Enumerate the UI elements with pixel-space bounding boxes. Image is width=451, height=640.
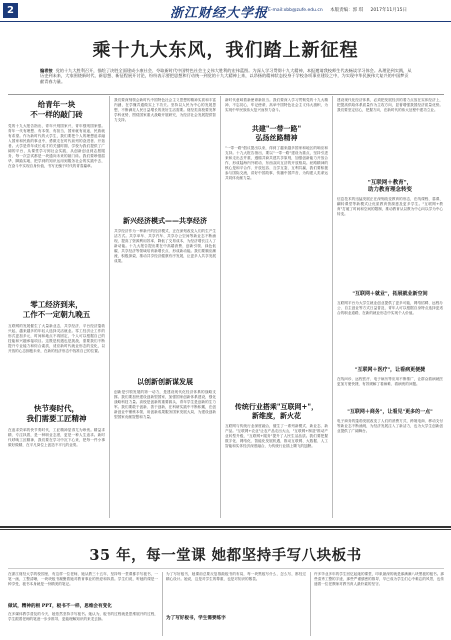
subhead-internet-employment: "互联网＋就业"，拓展就业新空间 xyxy=(352,291,428,297)
subhead-practice-calligraphy: 为了写好板书，学生需要练字 xyxy=(166,616,226,621)
article-body: 党的十九大报告指出，青年兴则国家兴，青年强则国家强。青年一代有理想、有本领、有担当，国家就有前途，民族就有希望。作为新时代的大学生，我们要把个人的理想追求融入国家和民族的事业中，勇做走在时代前列的奋进者、开拓者。大学是青年成长成才的关键时期，学校为我们提供了广阔的平台，从课堂学习到社会实践，从创新创业到志愿服务，每一次尝试都是一块通向未来的敲门砖。我们要珍惜韶华，脚踏实地，把学到的知识运用到服务社会的实践中去，在奋斗中实现自身价值，书写无愧于时代的青春篇章。 xyxy=(8,124,105,168)
subhead-innovation: 以创新创新谋发展 xyxy=(137,377,193,386)
article-body: 在多媒体教学普及的今天，她依然坚持手写板书。她认为，板书的过程就是思维展开的过程，学生跟着老师的笔迹一步步推导，更能理解知识的来龙去脉。 xyxy=(8,612,158,621)
header-editor: 本版责编：郭 琪 xyxy=(330,8,364,13)
column-divider xyxy=(310,572,311,636)
subhead-gig-economy: 零工经济到来， 工作不一定朝九晚五 xyxy=(22,300,91,319)
article-body: "一带一路"倡议提出以来，得到了越来越多国家和地区的响应和支持。十九大报告指出，要以"一带一路"建设为重点，坚持引进来和走出去并重，遵循共商共建共享原则，加强创新能力开放合作，形成陆海内外联动、东西双向互济的开放格局。丝路精神的核心是和平合作、开放包容、互学互鉴、互利共赢，我们要积极参与国际交流，讲好中国故事，传播中国声音，为构建人类命运共同体贡献力量。 xyxy=(225,146,328,180)
article-body: 在追求效率的快节奏时代，工匠精神显得尤为珍贵。精益求精、专注执着，是一种职业态度，更是一种人生追求。新时代呼唤工匠精神，我们要在学习中沉下心来，把每一件小事做好做精，在平凡岗位上创造不平凡的业绩。 xyxy=(8,428,105,447)
bottom-article-column-2 xyxy=(166,572,306,638)
divider-bottom xyxy=(8,568,444,569)
column-divider xyxy=(162,572,163,636)
article-body: 我们要深刻领会新时代中国特色社会主义思想的精神实质和丰富内涵，在学懂弄通做实上下功夫。坚持以人民为中心的发展思想，不断满足人民日益增长的美好生活需要。财经类高校要发挥学科优势，围绕国家重大战略开展研究，为经济社会发展提供智力支持。 xyxy=(114,98,216,122)
subhead-belt-and-road: 共建"一带一路" 弘扬丝路精神 xyxy=(251,124,302,142)
article-column-3 xyxy=(225,98,328,518)
editorial-note xyxy=(40,68,412,90)
article-body: 在线问诊、远程医疗、电子病历等应用不断推广，让群众看病就医更加方便快捷，有效缓解了看病难、看病贵的问题。 xyxy=(337,377,443,386)
article-column-1 xyxy=(8,98,105,518)
bottom-article-column-3 xyxy=(314,572,444,638)
newspaper-header xyxy=(0,0,451,22)
bottom-article-column-1 xyxy=(8,572,158,638)
header-email: E-mail:xbb@zufe.edu.cn xyxy=(268,8,323,13)
divider-top xyxy=(8,94,444,95)
article-body: 创新是引领发展的第一动力，是建设现代化经济体系的战略支撑。我们要加快建设创新型国家，加强国家创新体系建设，强化战略科技力量。高校是创新的重要源头，青年学生是创新的生力军。我们要敢于创新、善于创新，在科研实践中不断积累，在创新创业中锤炼本领，用创新成果服务国家发展大局，为建设创新型国家贡献智慧和力量。 xyxy=(114,390,216,419)
header-info xyxy=(268,7,407,13)
subhead-internet-plus: 传统行业搭乘"互联网+"， 新维度，新火花 xyxy=(234,402,319,420)
article-body: 互联网平台为大学生就业创业提供了更多可能，网络招聘、远程办公、自主创业等方式日益普及，青年人可以根据自身特点选择更适合的职业道路，在新的就业形态中实现个人价值。 xyxy=(337,301,443,315)
editorial-label: 编者按 xyxy=(40,68,53,73)
subhead-craftsmanship: 快节奏时代， 我们需要工匠精神 xyxy=(26,404,87,423)
column-divider xyxy=(109,96,110,518)
masthead-title: 浙江财经大学报 xyxy=(170,6,269,21)
article-body: 共享经济作为一种新兴的经济模式，正在深刻改变人们的生产生活方式。共享单车、共享汽车、共享办公空间等新业态不断涌现，提高了资源利用效率，降低了交易成本，为经济增长注入了新动能。十九大报告提出要在中高端消费、创新引领、绿色低碳、共享经济等领域培育新增长点、形成新动能。我们要顺应潮流，积极探索，推动共享经济健康有序发展，让更多人共享发展成果。 xyxy=(114,229,216,263)
page-number: 2 xyxy=(3,3,18,18)
main-headline: 乘十九大东风，我们踏上新征程 xyxy=(92,40,359,61)
section-divider-thin xyxy=(0,529,451,530)
subhead-handwriting: 做试，精神的根 PPT，板书不一样，思维会有变化 xyxy=(8,604,112,609)
article-column-4 xyxy=(337,98,443,518)
article-body: 为了写好板书，她课前总要反复推敲板书的布局，每一块黑板写什么、怎么写，都经过精心设计。她说，这是对学生的尊重，也是对知识的敬畏。 xyxy=(166,572,306,581)
section-divider xyxy=(0,526,451,528)
bottom-article-headline: 35 年，每一堂课 她都坚持手写八块板书 xyxy=(89,547,362,564)
article-body: 互联网与传统行业深度融合，催生了一系列新模式、新业态、新产品。"互联网+农业"让农产品走出大山，"互联网+制造"推动产业转型升级，"互联网+服务"提升了人民生活品质。我们要把握数字化、网络化、智能化发展机遇，推动互联网、大数据、人工智能和实体经济深度融合，为传统行业插上腾飞的翅膀。 xyxy=(225,424,328,448)
article-column-2 xyxy=(114,98,216,518)
column-divider xyxy=(332,96,333,518)
subhead-knock-brick: 给青年一块 不一样的敲门砖 xyxy=(30,100,83,119)
editorial-text: 党的十九大胜利召开，描绘了决胜全面建成小康社会、夺取新时代中国特色社会主义伟大胜利的宏伟蓝图。为深入学习贯彻十九大精神，本报邀请我校师生代表畅谈学习体会。从理论到实践，从历史到未来，大家围绕新时代、新思想、新征程展开讨论，纷纷表示要把思想和行动统一到党的十九大精神上来，以昂扬的精神状态投身于学校各项事业建设之中，为实现中华民族伟大复兴的中国梦贡献青春力量。 xyxy=(40,68,412,84)
subhead-internet-medical: "互联网＋医疗"，让看病更便捷 xyxy=(354,367,426,373)
article-body: 许多毕业多年的学生回忆起她的课堂，印象最深的就是那满满八块黑板的板书。那些清秀工整的字迹，那些严谨缜密的推导，早已成为学生们心中难忘的风景，也传递着一位老教师对教书育人最朴素的坚守。 xyxy=(314,572,444,586)
article-body: 信息技术的迅猛发展正在深刻改变教育的形态，在线课程、慕课、翻转课堂等新模式让优质教育资源惠及更多学生。"互联网+教育"打破了时间和空间的限制，推动教育从以教为中心向以学为中心转变。 xyxy=(337,197,443,216)
article-body: 在浙江财经大学的校园里，有这样一位老师，她从教三十五年，坚持每一堂课都手写板书，一笔一画，工整清晰，一块块板书凝聚着她对教育事业的热爱和执着。学生们说，听她的课是一种享受，板书本身就是一份精美的笔记。 xyxy=(8,572,158,586)
subhead-sharing-economy: 新兴经济模式——共享经济 xyxy=(123,216,207,225)
article-body: 电子商务的蓬勃发展改变了人们的消费方式，跨境电商、移动支付等新业态不断涌现，为经济发展注入了新活力，也为大学生创新创业提供了广阔舞台。 xyxy=(337,419,443,433)
header-date: 2017年11月15日 xyxy=(370,8,407,13)
article-body: 新时代意味着新使命新担当。我们要深入学习贯彻党的十九大精神，不忘初心，牢记使命，高举中国特色社会主义伟大旗帜，为实现中华民族伟大复兴而努力奋斗。 xyxy=(225,98,328,112)
subhead-internet-commerce: "互联网＋商务"，让看见"更多的一点" xyxy=(347,409,433,415)
article-body: 建设现代化经济体系，必须把发展经济的着力点放在实体经济上，把提高供给体系质量作为主攻方向，显著增强我国经济质量优势。我们要坚定信心，把握方向，在新时代的伟大征程中建功立业。 xyxy=(337,98,443,112)
subhead-internet-education: "互联网＋教育"， 助力教育理念转变 xyxy=(367,180,413,193)
column-divider xyxy=(220,96,221,518)
article-body: 互联网的发展催生了大量新业态，共享经济、平台经济蓬勃兴起，越来越多的年轻人选择灵活就业。零工经济让工作的形式更加多元，时间和地点不再固定，个人可以根据自己的技能和兴趣承接项目。这既是机遇也是挑战，需要我们不断提升专业能力和综合素质，适应新时代就业形态的变化，以开放的心态拥抱未来，在新的经济形态中找准自己的位置。 xyxy=(8,324,105,353)
